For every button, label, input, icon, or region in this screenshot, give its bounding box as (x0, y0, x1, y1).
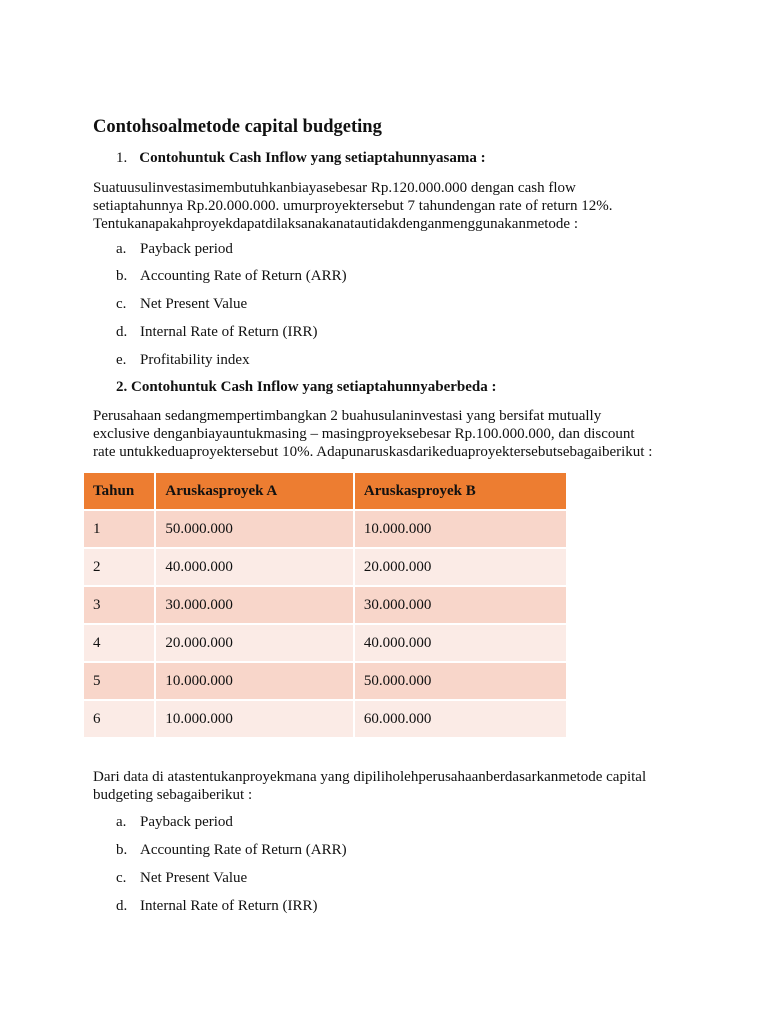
cell-project-a: 20.000.000 (155, 624, 353, 662)
section-1-heading-text: Contohuntuk Cash Inflow yang setiaptahunnyasama : (139, 150, 486, 166)
table-row (84, 624, 567, 662)
cell-project-b: 40.000.000 (354, 624, 567, 662)
section-2-heading (116, 379, 497, 396)
list-text: Internal Rate of Return (IRR) (140, 898, 318, 914)
list-marker: b. (116, 842, 128, 858)
list-marker: b. (116, 268, 128, 284)
table-row (84, 700, 567, 738)
list-text: Internal Rate of Return (IRR) (140, 324, 318, 340)
cell-project-b: 60.000.000 (354, 700, 567, 738)
table-row (84, 510, 567, 548)
cell-year: 6 (84, 700, 155, 738)
cell-year: 2 (84, 548, 155, 586)
list-text: Payback period (140, 814, 233, 830)
list-marker: d. (116, 324, 128, 340)
section-1-heading (116, 150, 486, 167)
paragraph-line: Dari data di atastentukanproyekmana yang dipiliholehperusahaanberdasarkanmetode capital (93, 769, 647, 785)
list-marker: c. (116, 870, 127, 886)
list-text: Payback period (140, 241, 233, 257)
cell-year: 5 (84, 662, 155, 700)
column-header-project-a: Aruskasproyek A (155, 473, 353, 510)
list-marker: d. (116, 898, 128, 914)
cash-flow-table (84, 473, 568, 739)
table-header-row (84, 473, 567, 510)
column-header-project-b: Aruskasproyek B (354, 473, 567, 510)
cell-project-b: 30.000.000 (354, 586, 567, 624)
section-3-paragraph (93, 768, 713, 804)
cell-project-b: 50.000.000 (354, 662, 567, 700)
cell-project-a: 10.000.000 (155, 700, 353, 738)
cell-year: 4 (84, 624, 155, 662)
list-marker: a. (116, 814, 127, 830)
cell-project-a: 10.000.000 (155, 662, 353, 700)
section-1-number: 1. (116, 150, 128, 166)
section-2-number: 2 (116, 379, 124, 395)
section-1-paragraph (93, 179, 693, 233)
paragraph-line: Tentukanapakahproyekdapatdilaksanakanatautidakdenganmenggunakanmetode : (93, 216, 579, 232)
paragraph-line: budgeting sebagaiberikut : (93, 787, 253, 803)
cell-project-b: 10.000.000 (354, 510, 567, 548)
paragraph-line: exclusive denganbiayauntukmasing – masingproyeksebesar Rp.100.000.000, dan discount (93, 426, 635, 442)
list-marker: a. (116, 241, 127, 257)
list-marker: c. (116, 296, 127, 312)
list-marker: e. (116, 352, 127, 368)
list-text: Accounting Rate of Return (ARR) (140, 268, 347, 284)
list-text: Accounting Rate of Return (ARR) (140, 842, 347, 858)
paragraph-line: setiaptahunnya Rp.20.000.000. umurproyektersebut 7 tahundengan rate of return 12%. (93, 198, 613, 214)
cell-project-a: 30.000.000 (155, 586, 353, 624)
cell-year: 3 (84, 586, 155, 624)
table-row (84, 662, 567, 700)
paragraph-line: Perusahaan sedangmempertimbangkan 2 buahusulaninvestasi yang bersifat mutually (93, 408, 602, 424)
paragraph-line: rate untukkeduaproyektersebut 10%. Adapunaruskasdarikeduaproyektersebutsebagaiberikut : (93, 444, 653, 460)
paragraph-line: Suatuusulinvestasimembutuhkanbiayasebesar Rp.120.000.000 dengan cash flow (93, 180, 576, 196)
table-row (84, 548, 567, 586)
list-text: Profitability index (140, 352, 250, 368)
column-header-year: Tahun (84, 473, 155, 510)
page-title: Contohsoalmetode capital budgeting (93, 117, 382, 137)
table-row (84, 586, 567, 624)
section-2-paragraph (93, 407, 713, 461)
list-text: Net Present Value (140, 870, 248, 886)
cell-project-b: 20.000.000 (354, 548, 567, 586)
list-text: Net Present Value (140, 296, 248, 312)
section-2-heading-text: . Contohuntuk Cash Inflow yang setiaptahunnyaberbeda : (123, 379, 497, 395)
cell-year: 1 (84, 510, 155, 548)
cell-project-a: 50.000.000 (155, 510, 353, 548)
cell-project-a: 40.000.000 (155, 548, 353, 586)
